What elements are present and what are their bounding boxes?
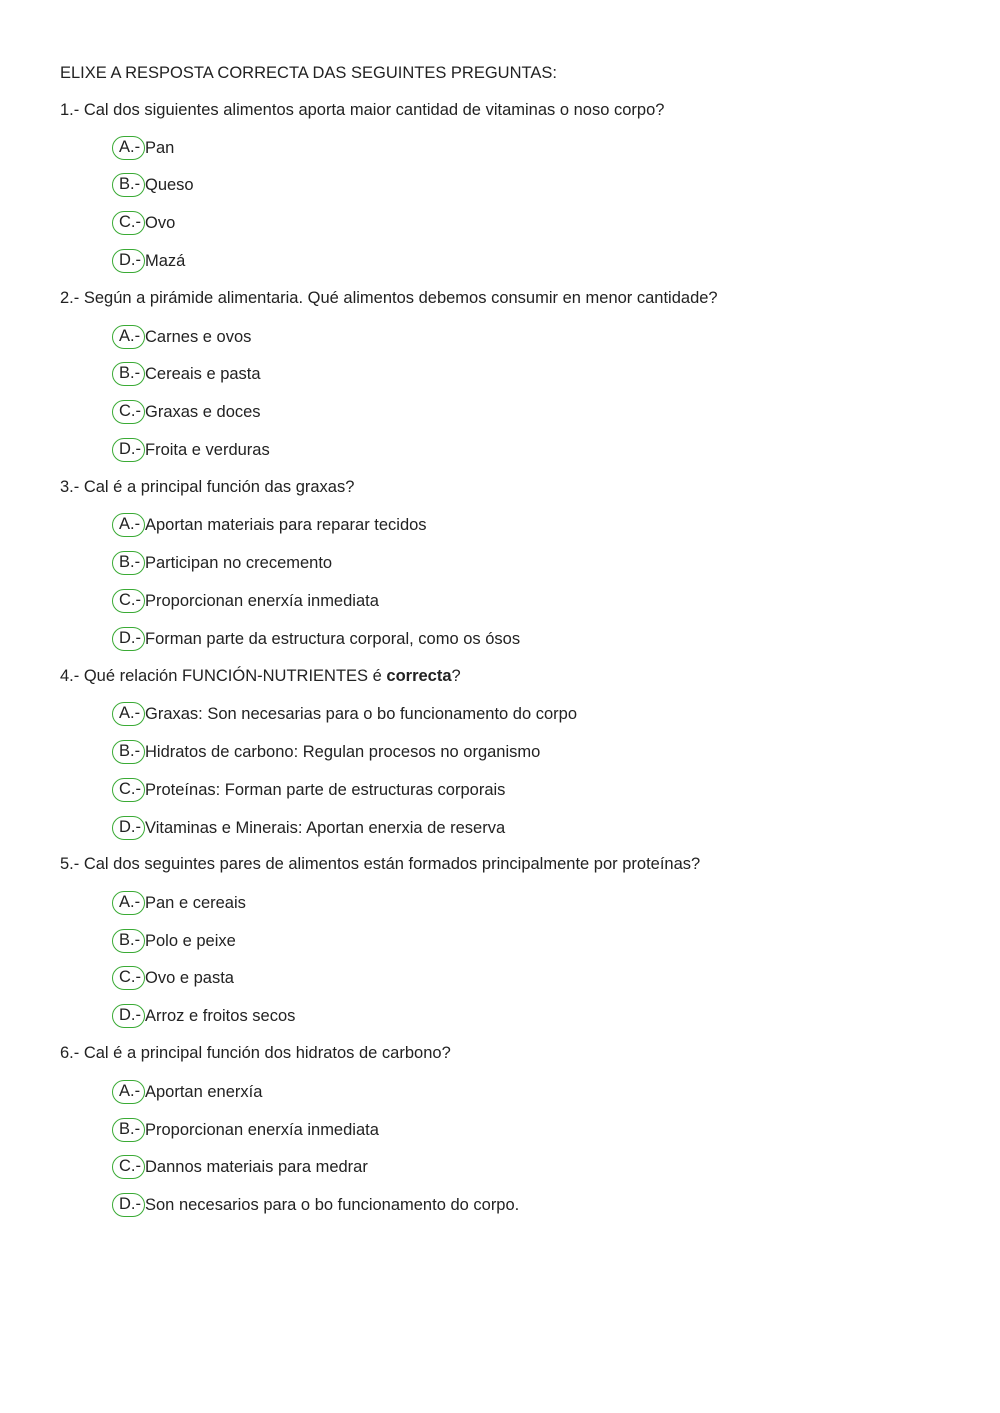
q3-option-c[interactable]: [112, 589, 379, 613]
q4-option-d[interactable]: [112, 816, 505, 840]
option-letter-circle: C.-: [112, 589, 145, 613]
q6-option-a[interactable]: [112, 1080, 262, 1104]
option-letter-circle: B.-: [112, 1118, 145, 1142]
option-letter-circle: C.-: [112, 1155, 145, 1179]
option-text: Carnes e ovos: [145, 328, 252, 346]
option-letter-circle: D.-: [112, 627, 145, 651]
q6-option-c[interactable]: [112, 1155, 368, 1179]
option-letter-circle: C.-: [112, 211, 145, 235]
question-1: 1.- Cal dos siguientes alimentos aporta maior cantidad de vitaminas o noso corpo?: [60, 101, 665, 119]
option-letter-circle: D.-: [112, 1004, 145, 1028]
option-text: Aportan enerxía: [145, 1083, 263, 1101]
q3-option-b[interactable]: [112, 551, 332, 575]
q5-option-c[interactable]: [112, 966, 234, 990]
question-4: [60, 665, 461, 687]
option-text: Graxas: Son necesarias para o bo funcionamento do corpo: [145, 705, 578, 723]
option-text: Son necesarios para o bo funcionamento do corpo.: [145, 1196, 520, 1214]
option-letter-circle: B.-: [112, 173, 145, 197]
q2-option-a[interactable]: [112, 325, 251, 349]
option-text: Proporcionan enerxía inmediata: [145, 1121, 379, 1139]
question-4-emphasis: correcta: [386, 667, 452, 685]
option-letter-circle: A.-: [112, 1080, 145, 1104]
option-letter-circle: D.-: [112, 816, 145, 840]
question-3: 3.- Cal é a principal función das graxas?: [60, 478, 355, 496]
q3-option-a[interactable]: [112, 513, 427, 537]
q1-option-a[interactable]: [112, 136, 174, 160]
option-text: Ovo e pasta: [145, 969, 234, 987]
option-text: Graxas e doces: [145, 403, 261, 421]
option-letter-circle: A.-: [112, 702, 145, 726]
question-5: 5.- Cal dos seguintes pares de alimentos están formados principalmente por proteínas?: [60, 855, 701, 873]
option-text: Dannos materiais para medrar: [145, 1158, 368, 1176]
option-letter-circle: B.-: [112, 362, 145, 386]
option-text: Pan e cereais: [145, 894, 246, 912]
option-text: Vitaminas e Minerais: Aportan enerxia de reserva: [145, 819, 506, 837]
option-text: Cereais e pasta: [145, 365, 261, 383]
option-letter-circle: A.-: [112, 891, 145, 915]
question-6: 6.- Cal é a principal función dos hidratos de carbono?: [60, 1044, 451, 1062]
question-2: 2.- Según a pirámide alimentaria. Qué alimentos debemos consumir en menor cantidade?: [60, 289, 718, 307]
q1-option-d[interactable]: [112, 249, 185, 273]
q5-option-a[interactable]: [112, 891, 246, 915]
option-letter-circle: B.-: [112, 740, 145, 764]
question-4-text: 4.- Qué relación FUNCIÓN-NUTRIENTES é: [60, 667, 387, 685]
q2-option-c[interactable]: [112, 400, 261, 424]
option-text: Mazá: [145, 252, 186, 270]
option-text: Ovo: [145, 214, 176, 232]
option-text: Froita e verduras: [145, 441, 270, 459]
q6-option-b[interactable]: [112, 1118, 379, 1142]
option-letter-circle: D.-: [112, 438, 145, 462]
option-text: Aportan materiais para reparar tecidos: [145, 516, 427, 534]
option-letter-circle: D.-: [112, 1193, 145, 1217]
q4-option-b[interactable]: [112, 740, 540, 764]
q1-option-c[interactable]: [112, 211, 175, 235]
option-letter-circle: A.-: [112, 513, 145, 537]
q2-option-d[interactable]: [112, 438, 270, 462]
option-text: Pan: [145, 139, 175, 157]
q4-option-c[interactable]: [112, 778, 505, 802]
q5-option-d[interactable]: [112, 1004, 295, 1028]
option-text: Arroz e froitos secos: [145, 1007, 296, 1025]
q1-option-b[interactable]: [112, 173, 194, 197]
option-text: Proporcionan enerxía inmediata: [145, 592, 379, 610]
option-letter-circle: D.-: [112, 249, 145, 273]
question-4-end: ?: [451, 667, 461, 685]
option-text: Proteínas: Forman parte de estructuras corporais: [145, 781, 506, 799]
option-text: Queso: [145, 176, 194, 194]
option-letter-circle: C.-: [112, 966, 145, 990]
q6-option-d[interactable]: [112, 1193, 519, 1217]
q3-option-d[interactable]: [112, 627, 520, 651]
option-text: Hidratos de carbono: Regulan procesos no organismo: [145, 743, 541, 761]
option-text: Polo e peixe: [145, 932, 236, 950]
option-text: Participan no crecemento: [145, 554, 333, 572]
option-letter-circle: A.-: [112, 325, 145, 349]
worksheet-heading: ELIXE A RESPOSTA CORRECTA DAS SEGUINTES PREGUNTAS:: [60, 64, 557, 82]
option-text: Forman parte da estructura corporal, como os ósos: [145, 630, 521, 648]
option-letter-circle: C.-: [112, 400, 145, 424]
option-letter-circle: B.-: [112, 929, 145, 953]
q2-option-b[interactable]: [112, 362, 261, 386]
option-letter-circle: C.-: [112, 778, 145, 802]
q5-option-b[interactable]: [112, 929, 236, 953]
q4-option-a[interactable]: [112, 702, 577, 726]
option-letter-circle: B.-: [112, 551, 145, 575]
option-letter-circle: A.-: [112, 136, 145, 160]
